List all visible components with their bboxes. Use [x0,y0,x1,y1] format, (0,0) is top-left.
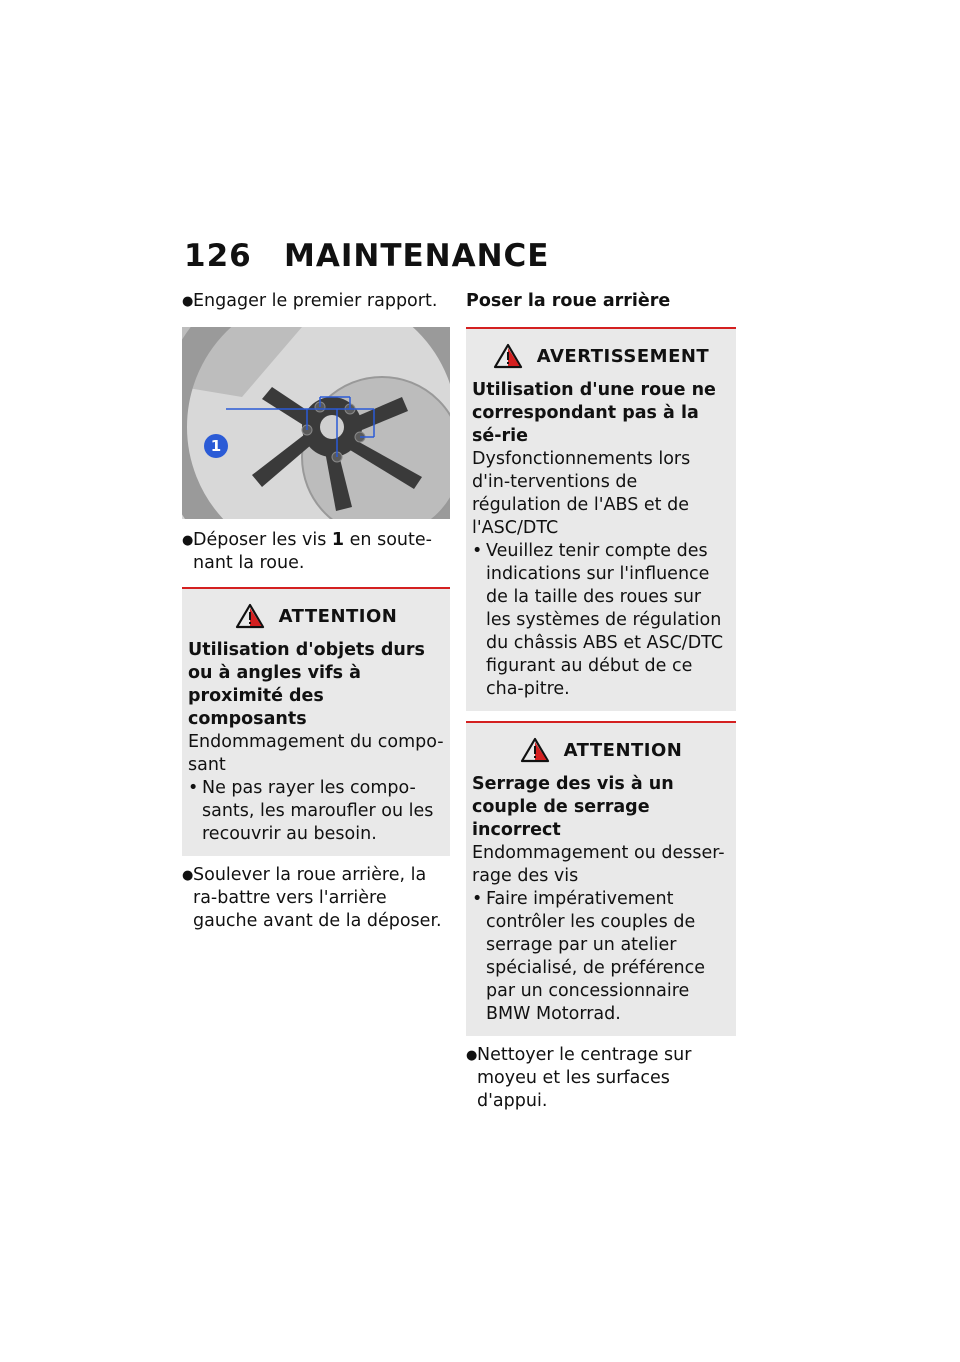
wheel-figure [182,327,450,519]
subsection-heading: Poser la roue arrière [466,291,671,311]
bullet-icon: ● [466,1048,478,1063]
step-text: Nettoyer le centrage sur moyeu et les surfaces d'appui. [477,1045,692,1111]
rear-wheel-hub-illustration [182,327,450,519]
warning-instruction [472,540,730,701]
warning-triangle-icon [520,737,550,763]
instruction-text: Ne pas rayer les compo-sants, les maroufler ou les recouvrir au besoin. [202,778,434,844]
step-text-part: Déposer les vis [193,530,332,550]
step-text-part: en soute-nant la roue. [193,530,432,573]
warning-header [472,737,730,763]
right-column [466,290,736,1113]
step-clean-hub [466,1044,736,1113]
warning-header [472,343,730,369]
warning-subject: Serrage des vis à un couple de serrage incorrect [472,774,674,840]
warning-consequence: Endommagement du compo-sant [188,732,444,775]
screw-reference: 1 [331,530,345,550]
warning-title: ATTENTION [563,739,683,761]
left-column [182,290,450,933]
warning-instruction [472,888,730,1026]
bullet-icon: ● [182,868,194,883]
bullet-icon: ● [182,294,194,309]
instruction-text: Faire impérativement contrôler les couples de serrage par un atelier spécialisé, de préférence par un concessionnaire BMW Motorrad. [486,889,706,1024]
warning-title: AVERTISSEMENT [536,345,710,367]
warning-title: ATTENTION [278,605,398,627]
warning-instruction [188,777,444,846]
warning-box [466,327,736,711]
step-engage-gear [182,290,450,313]
bullet-icon: • [472,541,483,561]
page-header [184,238,549,274]
warning-header [188,603,444,629]
warning-subject: Utilisation d'objets durs ou à angles vifs à proximité des composants [188,640,425,729]
attention-box [182,587,450,856]
instruction-text: Veuillez tenir compte des indications sur l'influence de la taille des roues sur les systèmes de régulation du châssis ABS et ASC/DTC figurant au début de ce cha-pitre. [486,541,724,699]
bullet-icon: ● [182,533,194,548]
warning-subject: Utilisation d'une roue ne correspondant pas à la sé-rie [472,380,716,446]
callout-1: 1 [204,434,228,458]
step-text: Engager le premier rapport. [193,291,438,311]
bullet-icon: • [188,778,199,798]
step-lift-wheel [182,864,450,933]
warning-triangle-icon [493,343,523,369]
step-text [193,529,450,575]
step-remove-screws [182,529,450,575]
section-title: MAINTENANCE [284,238,550,274]
bullet-icon: • [472,889,483,909]
step-text: Soulever la roue arrière, la ra-battre vers l'arrière gauche avant de la déposer. [193,865,442,931]
attention-box [466,721,736,1036]
warning-consequence: Dysfonctionnements lors d'in-terventions de régulation de l'ABS et de l'ASC/DTC [472,449,691,538]
page-number: 126 [184,238,252,274]
warning-triangle-icon [235,603,265,629]
warning-consequence: Endommagement ou desser-rage des vis [472,843,725,886]
